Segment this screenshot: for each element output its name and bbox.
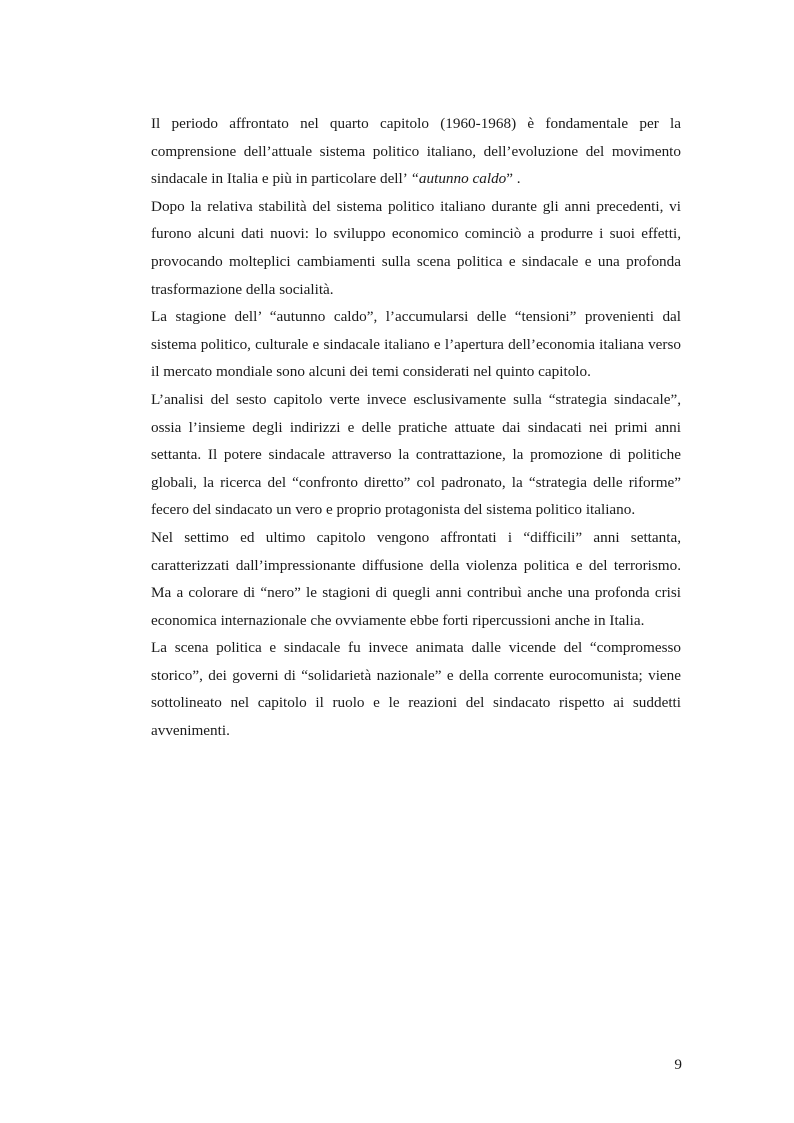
paragraph-chapter-seven: Nel settimo ed ultimo capitolo vengono affrontati i “difficili” anni settanta, caratterizzati dall’impressionante diffusione della violenza politica e del terrorismo. Ma a colorare di “nero” le stagioni di quegli anni contribuì anche una profonda crisi economica internazionale che ovviamente ebbe forti ripercussioni anche in Italia. (151, 528, 681, 629)
paragraph-chapter-four-text: Il periodo affrontato nel quarto capitolo (1960-1968) è fondamentale per la comprensione dell’attuale sistema politico italiano, dell’evoluzione del movimento sindacale in Italia e più in particolare dell’ (151, 115, 681, 188)
paragraph-chapter-five: La stagione dell’ “autunno caldo”, l’accumularsi delle “tensioni” provenienti dal sistema politico, culturale e sindacale italiano e l’apertura dell’economia italiana verso il mercato mondiale sono alcuni dei temi considerati nel quinto capitolo. (151, 308, 681, 381)
page-number: 9 (674, 1056, 682, 1073)
document-body (151, 110, 681, 745)
paragraph-political-scene: La scena politica e sindacale fu invece animata dalle vicende del “compromesso storico”, dei governi di “solidarietà nazionale” e della corrente eurocomunista; viene sottolineato nel capitolo il ruolo e le reazioni del sindacato rispetto ai suddetti avvenimenti. (151, 639, 681, 740)
paragraph-chapter-six: L’analisi del sesto capitolo verte invece esclusivamente sulla “strategia sindacale”, ossia l’insieme degli indirizzi e delle pratiche attuate dai sindacati nei primi anni settanta. Il potere sindacale attraverso la contrattazione, la promozione di politiche globali, la ricerca del “confronto diretto” col padronato, la “strategia delle riforme” fecero del sindacato un vero e proprio protagonista del sistema politico italiano. (151, 390, 681, 519)
paragraph-chapter-four (151, 110, 681, 193)
paragraph-economic-development: Dopo la relativa stabilità del sistema politico italiano durante gli anni precedenti, vi furono alcuni dati nuovi: lo sviluppo economico cominciò a produrre i suoi effetti, provocando molteplici cambiamenti sulla scena politica e sindacale e una profonda trasformazione della socialità. (151, 197, 681, 298)
autunno-caldo-emphasis: “autunno caldo (410, 170, 507, 188)
paragraph-chapter-four-end: ” . (506, 170, 521, 188)
